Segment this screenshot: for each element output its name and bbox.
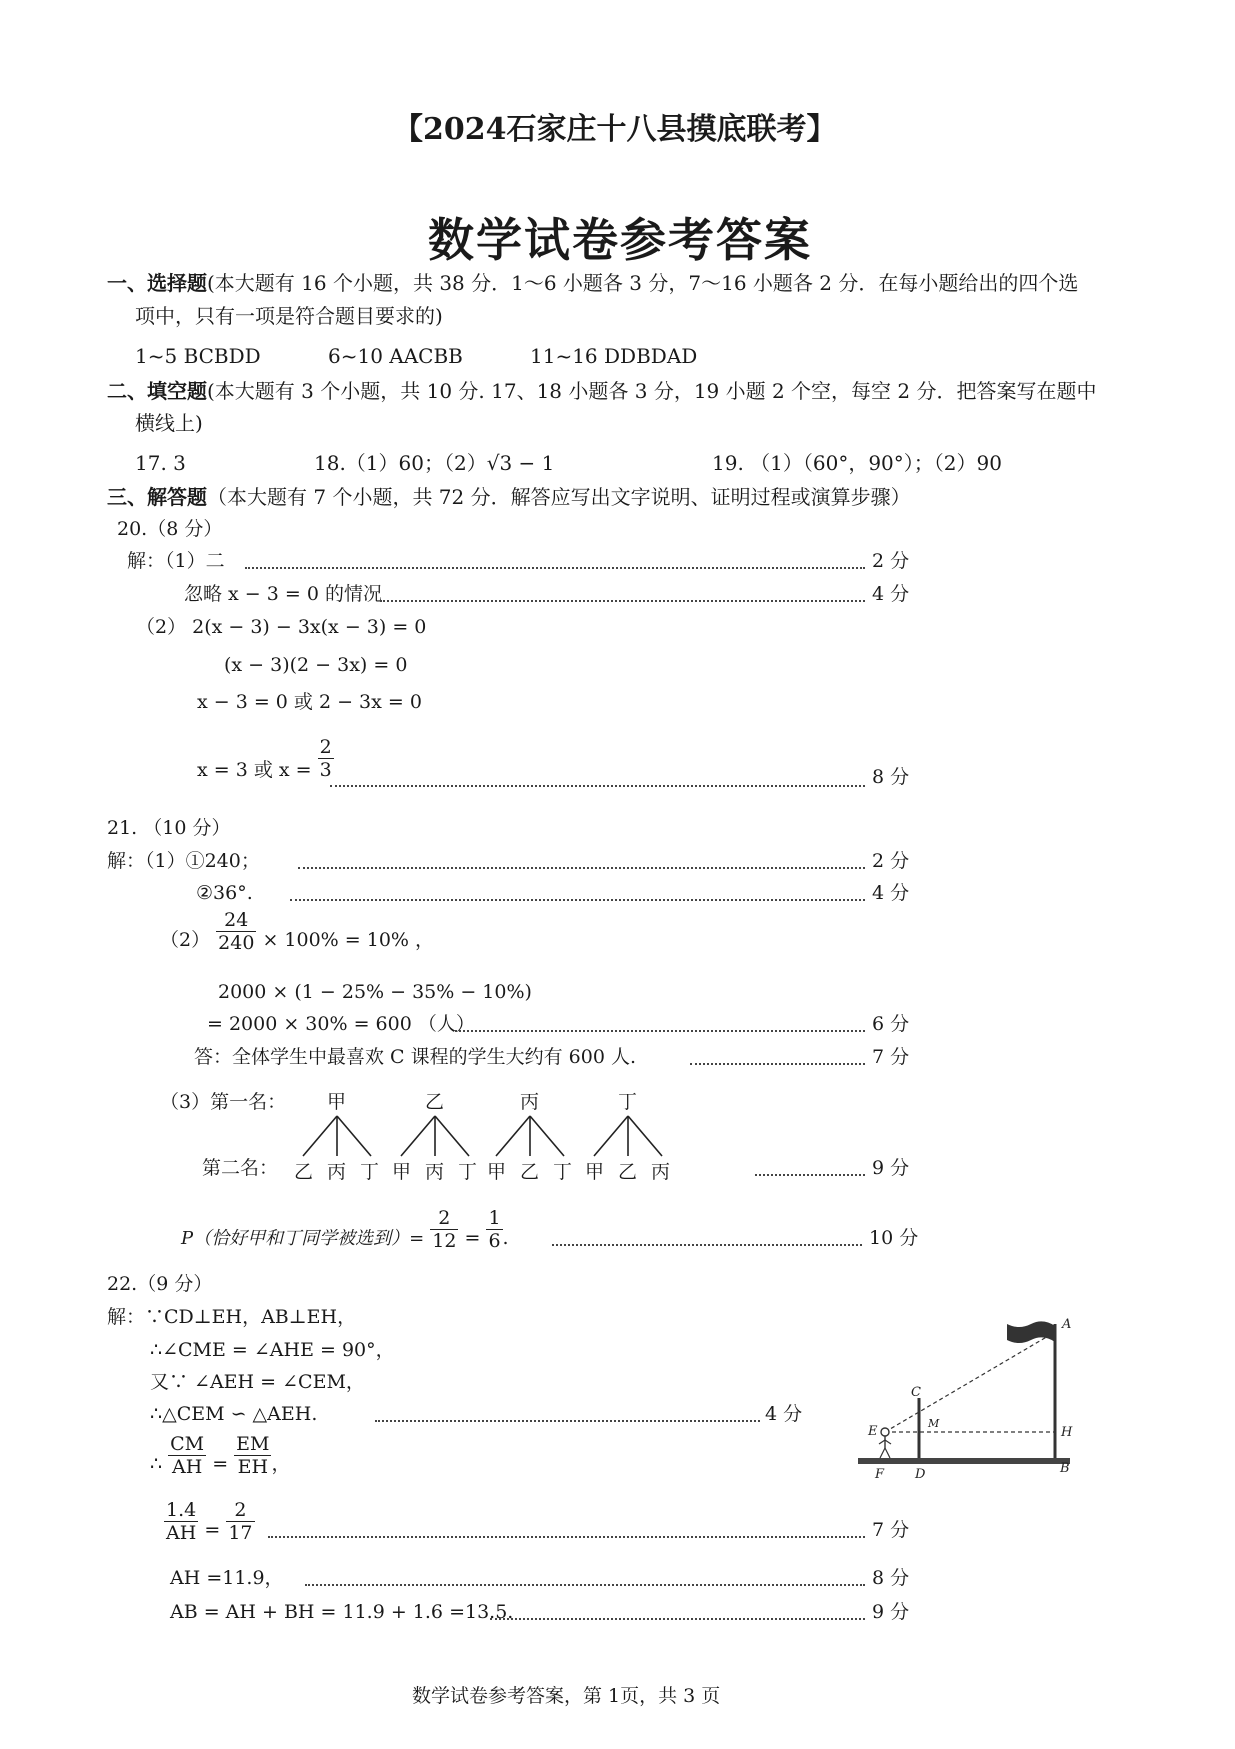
tree-leaf-2-2: 丙: [425, 1161, 445, 1183]
answers-1-5: 1~5 BCBDD: [135, 344, 261, 368]
q20-line3: （2） 2(x − 3) − 3x(x − 3) = 0: [136, 616, 427, 638]
fig-label-H: H: [1061, 1425, 1073, 1440]
fraction-2-12: $\frac{2}{12}$: [432, 1206, 457, 1252]
answer-19: 19. （1）（60°，90°）；（2）90: [712, 451, 1002, 475]
q22-score1: 4 分: [765, 1403, 803, 1425]
fraction-24-240: $\frac{24}{240}$: [218, 908, 255, 954]
q21-score3: 6 分: [872, 1013, 910, 1035]
q22-line3: 又∵ ∠AEH = ∠CEM，: [150, 1371, 365, 1393]
fraction-em-eh: $\frac{EM}{EH}$: [236, 1432, 270, 1478]
q22-score2: 7 分: [872, 1519, 910, 1541]
q20-heading: 20.（8 分）: [117, 518, 223, 540]
q20-line5: x − 3 = 0 或 2 − 3x = 0: [197, 691, 422, 713]
q21-score6: 10 分: [869, 1227, 919, 1249]
probability-tree-lines: [290, 1112, 680, 1160]
q22-line7: AH =11.9，: [170, 1567, 284, 1589]
answer-17: 17. 3: [135, 451, 186, 475]
tree-top-3: 丙: [520, 1091, 540, 1113]
q21-line5: = 2000 × 30% = 600 （人）: [207, 1013, 475, 1035]
answers-11-16: 11~16 DDBDAD: [530, 344, 698, 368]
q21-line6: 答：全体学生中最喜欢 C 课程的学生大约有 600 人.: [194, 1046, 637, 1068]
section3-label: 三、解答题: [107, 485, 207, 509]
q21-line2: ②36°.: [196, 882, 253, 904]
tree-leaf-3-2: 乙: [520, 1161, 540, 1183]
q20-line4: (x − 3)(2 − 3x) = 0: [224, 654, 408, 676]
fig-label-F: F: [875, 1467, 885, 1480]
q21-score5: 9 分: [872, 1157, 910, 1179]
fig-label-B: B: [1060, 1461, 1070, 1476]
tree-top-1: 甲: [327, 1091, 347, 1113]
tree-leaf-1-2: 丙: [327, 1161, 347, 1183]
fig-label-A: A: [1062, 1317, 1072, 1332]
fraction-1-6: $\frac{1}{6}$: [488, 1206, 501, 1252]
tree-leaf-3-1: 甲: [487, 1161, 507, 1183]
tree-leaf-2-3: 丁: [458, 1161, 478, 1183]
q22-ratio-line: ∴ $\frac{CM}{AH}$ = $\frac{EM}{EH}$ ，: [150, 1432, 291, 1478]
q21-score1: 2 分: [872, 850, 910, 872]
q20-line1: 解：（1）二: [127, 550, 225, 572]
flagpole-figure: [855, 1310, 1085, 1480]
q21-score4: 7 分: [872, 1046, 910, 1068]
fig-label-C: C: [911, 1385, 921, 1400]
q20-score2: 4 分: [872, 583, 910, 605]
q22-line4: ∴△CEM ∽ △AEH.: [150, 1403, 318, 1425]
page-title: 数学试卷参考答案: [428, 213, 812, 267]
fraction-2-17: $\frac{2}{17}$: [228, 1498, 253, 1544]
tree-leaf-1-1: 乙: [294, 1161, 314, 1183]
section2-desc-line1: 二、填空题(本大题有 3 个小题，共 10 分. 17、18 小题各 3 分，19 小题 2 个空，每空 2 分．把答案写在题中: [107, 379, 1097, 403]
fig-label-D: D: [915, 1467, 926, 1480]
q22-score4: 9 分: [872, 1601, 910, 1623]
q22-heading: 22.（9 分）: [107, 1273, 213, 1295]
tree-leaf-4-1: 甲: [585, 1161, 605, 1183]
section1-label: 一、选择题: [107, 271, 207, 295]
tree-leaf-4-2: 乙: [618, 1161, 638, 1183]
fraction-2-3: $\frac{2}{3}$: [319, 735, 332, 781]
page-footer: 数学试卷参考答案，第 1页，共 3 页: [412, 1685, 721, 1707]
q22-line2: ∴∠CME = ∠AHE = 90°，: [150, 1339, 395, 1361]
q20-score3: 8 分: [872, 766, 910, 788]
sqrt3-minus-1: √3 − 1: [486, 451, 555, 475]
section2-label: 二、填空题: [107, 379, 207, 403]
answer-18: 18.（1）60；（2）√3 − 1: [314, 451, 555, 475]
fraction-cm-ah: $\frac{CM}{AH}$: [170, 1432, 205, 1478]
q21-heading: 21. （10 分）: [107, 817, 231, 839]
q20-line2: 忽略 x − 3 = 0 的情况: [184, 583, 382, 605]
q22-line1: 解：∵CD⊥EH，AB⊥EH，: [107, 1306, 357, 1328]
q21-score2: 4 分: [872, 882, 910, 904]
q21-first-place-label: （3）第一名：: [160, 1091, 287, 1113]
q21-second-place-label: 第二名：: [202, 1157, 279, 1179]
section1-desc-line2: 项中，只有一项是符合题目要求的): [135, 304, 443, 328]
answers-6-10: 6~10 AACBB: [328, 344, 463, 368]
tree-leaf-4-3: 丙: [651, 1161, 671, 1183]
q22-score3: 8 分: [872, 1567, 910, 1589]
exam-header: 【2024石家庄十八县摸底联考】: [393, 112, 837, 147]
section3-desc: 三、解答题（本大题有 7 个小题，共 72 分．解答应写出文字说明、证明过程或演算步骤）: [107, 485, 911, 509]
q21-line4: 2000 × (1 − 25% − 35% − 10%): [218, 981, 532, 1003]
q20-score1: 2 分: [872, 550, 910, 572]
tree-leaf-3-3: 丁: [553, 1161, 573, 1183]
tree-leaf-1-3: 丁: [360, 1161, 380, 1183]
tree-top-4: 丁: [618, 1091, 638, 1113]
section2-desc-line2: 横线上): [135, 411, 203, 435]
q21-line9: P（恰好甲和丁同学被选到）= $\frac{2}{12}$ = $\frac{1}{6}$ .: [181, 1206, 509, 1252]
fig-label-E: E: [868, 1424, 878, 1439]
section1-desc-line1: 一、选择题(本大题有 16 个小题，共 38 分．1～6 小题各 3 分，7～16 小题各 2 分．在每小题给出的四个选: [107, 271, 1079, 295]
q20-line6: x = 3 或 x = $\frac{2}{3}$: [197, 735, 332, 781]
fraction-1.4-ah: $\frac{1.4}{AH}$: [166, 1498, 197, 1544]
q22-values-line: $\frac{1.4}{AH}$ = $\frac{2}{17}$: [166, 1498, 253, 1544]
q21-line3: （2） $\frac{24}{240}$ × 100% = 10% ，: [160, 908, 435, 954]
tree-leaf-2-1: 甲: [392, 1161, 412, 1183]
tree-top-2: 乙: [425, 1091, 445, 1113]
q22-line8: AB = AH + BH = 11.9 + 1.6 =13.5.: [170, 1601, 514, 1623]
fig-label-M: M: [928, 1417, 940, 1430]
q21-line1: 解：（1）①240；: [107, 850, 260, 872]
